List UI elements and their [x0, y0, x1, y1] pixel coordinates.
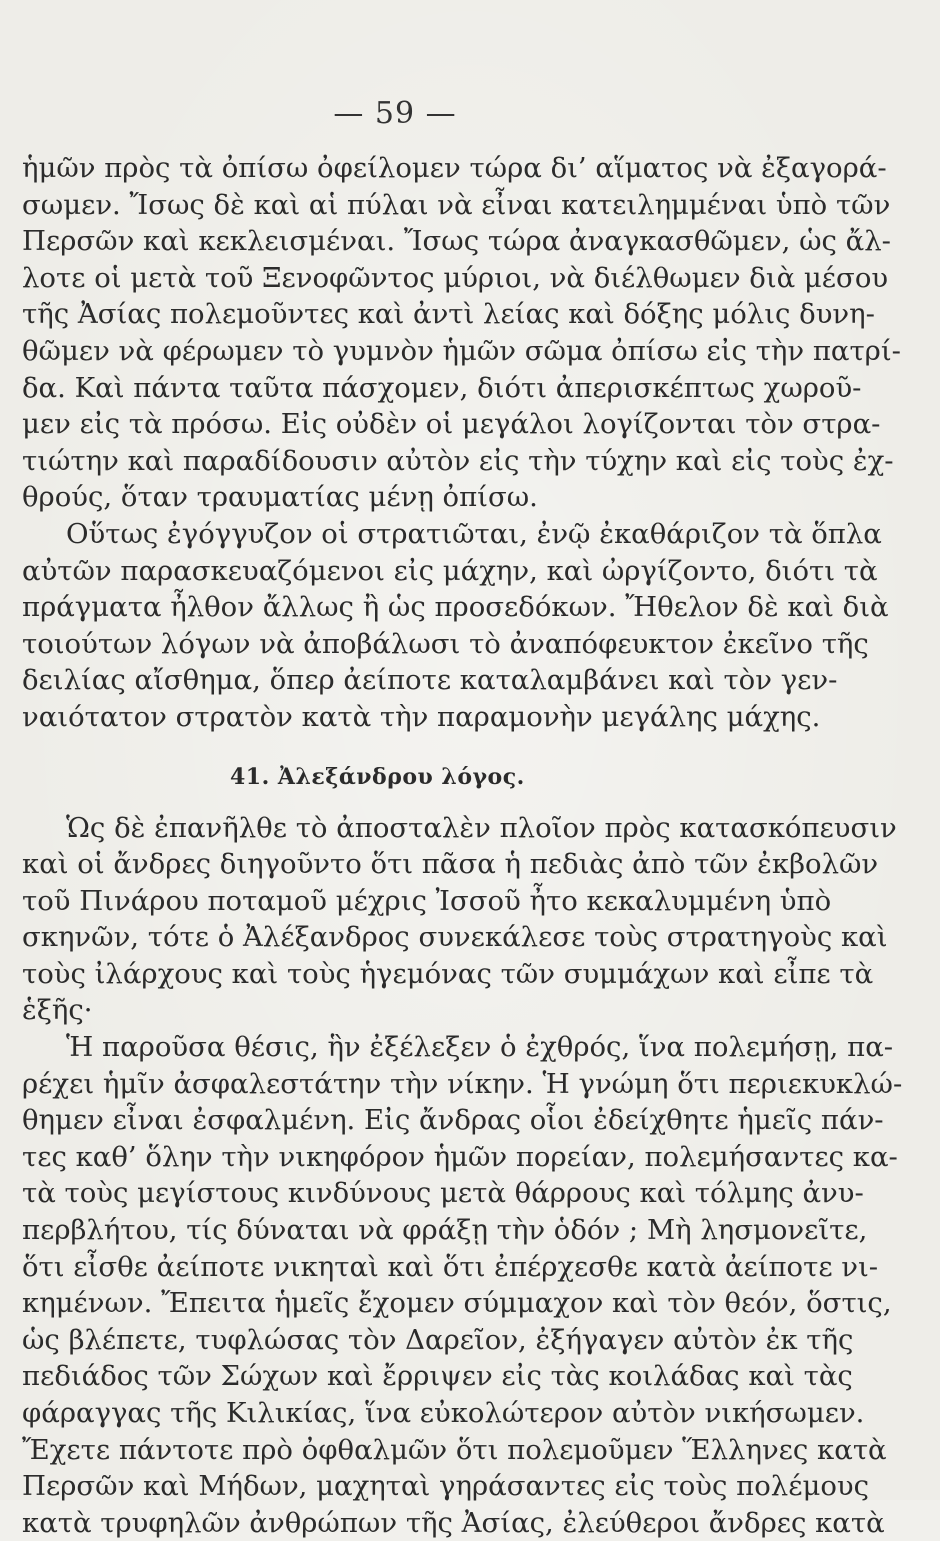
section-heading: 41. Ἀλεξάνδρου λόγος. [230, 763, 525, 790]
text-line: περβλήτου, τίς δύναται νὰ φράξῃ τὴν ὁδόν ; Μὴ λησμονεῖτε, [22, 1214, 868, 1247]
text-line: σκηνῶν, τότε ὁ Ἀλέξανδρος συνεκάλεσε τοὺς στρατηγοὺς καὶ [22, 921, 888, 954]
text-line: Περσῶν καὶ κεκλεισμέναι. Ἴσως τώρα ἀναγκασθῶμεν, ὡς ἄλ- [22, 225, 891, 258]
text-line: δειλίας αἴσθημα, ὅπερ ἀείποτε καταλαμβάνει καὶ τὸν γεν- [22, 664, 838, 697]
text-line: πράγματα ἦλθον ἄλλως ἢ ὡς προσεδόκων. Ἤθελον δὲ καὶ διὰ [22, 591, 889, 624]
text-line: τες καθ’ ὅλην τὴν νικηφόρον ἡμῶν πορείαν, πολεμήσαντες κα- [22, 1140, 898, 1173]
text-line: ὡς βλέπετε, τυφλώσας τὸν Δαρεῖον, ἐξήγαγεν αὐτὸν ἐκ τῆς [22, 1323, 854, 1356]
text-line: θημεν εἶναι ἐσφαλμένη. Εἰς ἄνδρας οἷοι ἐδείχθητε ἡμεῖς πάν- [22, 1104, 884, 1137]
text-line: ἑξῆς· [22, 994, 93, 1027]
text-line: λοτε οἱ μετὰ τοῦ Ξενοφῶντος μύριοι, νὰ διέλθωμεν διὰ μέσου [22, 261, 889, 294]
paragraph-first-line: Ὡς δὲ ἐπανῆλθε τὸ ἀποσταλὲν πλοῖον πρὸς κατασκόπευσιν [66, 811, 897, 844]
text-line: ἡμῶν πρὸς τὰ ὀπίσω ὀφείλομεν τώρα δι’ αἵματος νὰ ἐξαγορά- [22, 152, 887, 184]
page-number: — 59 — [333, 96, 457, 131]
text-line: φάραγγας τῆς Κιλικίας, ἵνα εὐκολώτερον αὐτὸν νικήσωμεν. [22, 1397, 865, 1429]
text-line: δα. Καὶ πάντα ταῦτα πάσχομεν, διότι ἀπερισκέπτως χωροῦ- [22, 371, 862, 404]
text-line: κατὰ τρυφηλῶν ἀνθρώπων τῆς Ἀσίας, ἐλεύθεροι ἄνδρες κατὰ [22, 1506, 885, 1539]
text-line: θῶμεν νὰ φέρωμεν τὸ γυμνὸν ἡμῶν σῶμα ὀπίσω εἰς τὴν πατρί- [22, 334, 901, 367]
text-line: κημένων. Ἔπειτα ἡμεῖς ἔχομεν σύμμαχον καὶ τὸν θεόν, ὅστις, [22, 1287, 892, 1320]
text-line: καὶ οἱ ἄνδρες διηγοῦντο ὅτι πᾶσα ἡ πεδιὰς ἀπὸ τῶν ἐκβολῶν [22, 848, 879, 881]
text-line: αὐτῶν παρασκευαζόμενοι εἰς μάχην, καὶ ὠργίζοντο, διότι τὰ [22, 554, 878, 587]
text-line: θρούς, ὅταν τραυματίας μένῃ ὀπίσω. [22, 481, 538, 514]
text-line: τῆς Ἀσίας πολεμοῦντες καὶ ἀντὶ λείας καὶ δόξης μόλις δυνη- [22, 298, 875, 331]
text-line: ναιότατον στρατὸν κατὰ τὴν παραμονὴν μεγάλης μάχης. [22, 700, 821, 733]
text-line: σωμεν. Ἴσως δὲ καὶ αἱ πύλαι νὰ εἶναι κατειλημμέναι ὑπὸ τῶν [22, 188, 891, 221]
paragraph-first-line: Οὕτως ἐγόγγυζον οἱ στρατιῶται, ἐνῷ ἐκαθάριζον τὰ ὅπλα [66, 517, 882, 550]
text-line: πεδιάδος τῶν Σώχων καὶ ἔρριψεν εἰς τὰς κοιλάδας καὶ τὰς [22, 1360, 853, 1393]
text-line: ὅτι εἶσθε ἀείποτε νικηταὶ καὶ ὅτι ἐπέρχεσθε κατὰ ἀείποτε νι- [22, 1250, 879, 1283]
text-line: ρέχει ἡμῖν ἀσφαλεστάτην τὴν νίκην. Ἡ γνώμη ὅτι περιεκυκλώ- [22, 1067, 903, 1100]
text-line: τὰ τοὺς μεγίστους κινδύνους μετὰ θάρρους καὶ τόλμης ἀνυ- [22, 1177, 864, 1210]
text-line: μεν εἰς τὰ πρόσω. Εἰς οὐδὲν οἱ μεγάλοι λογίζονται τὸν στρα- [22, 408, 881, 441]
body-text [22, 150, 903, 1541]
text-line: τοῦ Πινάρου ποταμοῦ μέχρις Ἰσσοῦ ἦτο κεκαλυμμένη ὑπὸ [22, 884, 832, 917]
text-line: Περσῶν καὶ Μήδων, μαχηταὶ γηράσαντες εἰς τοὺς πολέμους [22, 1470, 870, 1503]
text-line: τοιούτων λόγων νὰ ἀποβάλωσι τὸ ἀναπόφευκτον ἐκεῖνο τῆς [22, 627, 869, 660]
text-line: τιώτην καὶ παραδίδουσιν αὐτὸν εἰς τὴν τύχην καὶ εἰς τοὺς ἐχ- [22, 444, 894, 477]
text-line: τοὺς ἰλάρχους καὶ τοὺς ἡγεμόνας τῶν συμμάχων καὶ εἶπε τὰ [22, 957, 874, 990]
text-line: Ἔχετε πάντοτε πρὸ ὀφθαλμῶν ὅτι πολεμοῦμεν Ἕλληνες κατὰ [22, 1433, 887, 1466]
paragraph-first-line: Ἡ παροῦσα θέσις, ἣν ἐξέλεξεν ὁ ἐχθρός, ἵνα πολεμήσῃ, πα- [66, 1031, 894, 1064]
